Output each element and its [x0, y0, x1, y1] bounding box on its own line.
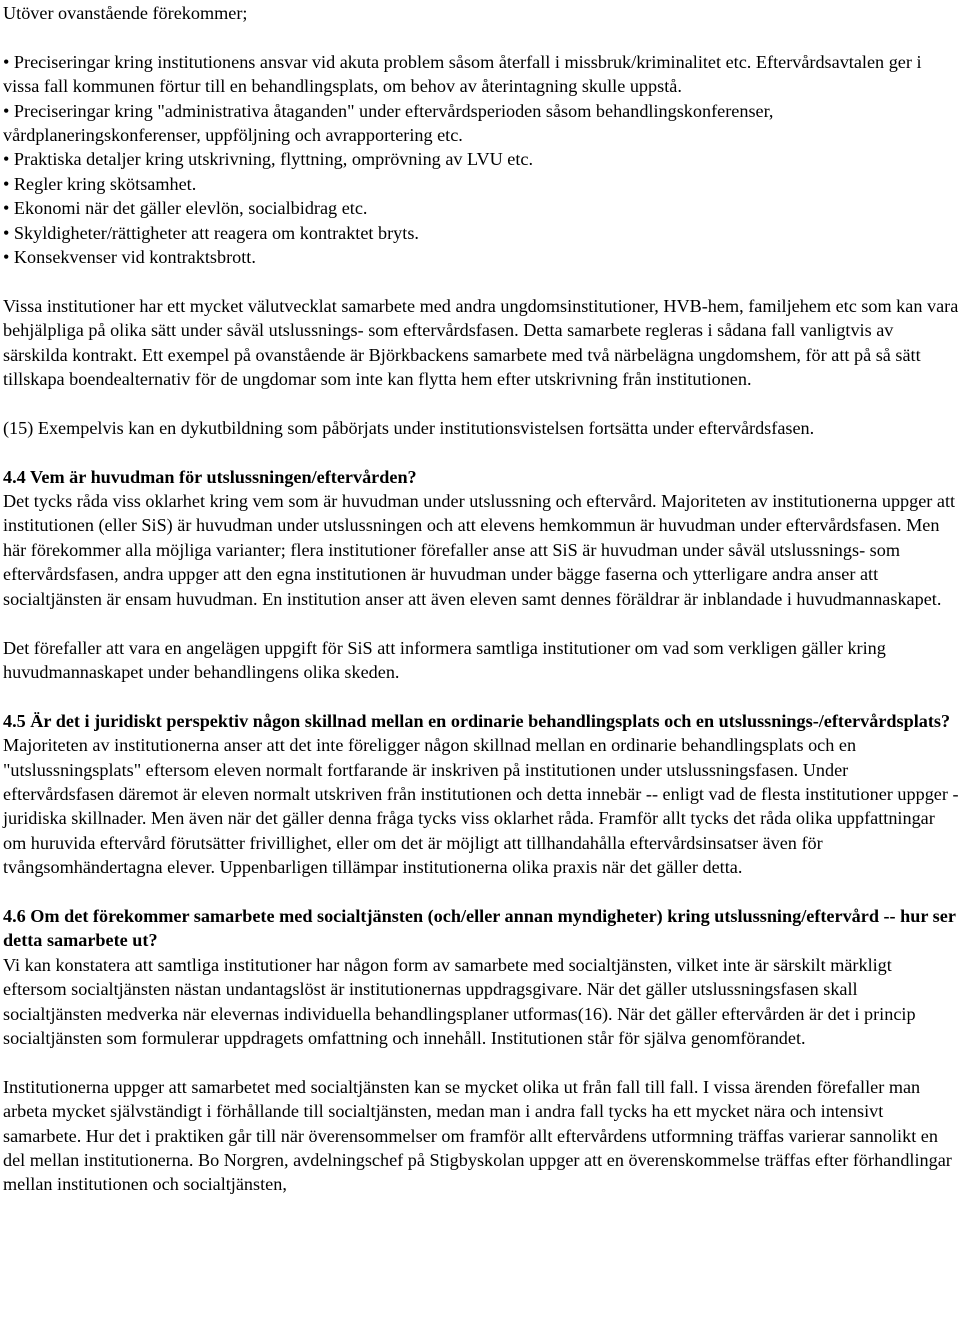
cooperation-paragraph: Vissa institutioner har ett mycket välutvecklat samarbete med andra ungdomsinstitutioner, HVB-hem, familjehem etc som kan vara behjälpliga på olika sätt under såväl utslussnings- som eftervårdsfasen. Detta samarbete regleras i sådana fall vanligtvis av särskilda kontrakt. Ett exempel på ovanstående är Björkbackens samarbete med två närbelägna ungdomshem, för att på så sätt tillskapa boendealternativ för de ungdomar som inte kan flytta hem efter utskrivning från institutionen.: [3, 295, 959, 390]
section-paragraph: Det tycks råda viss oklarhet kring vem som är huvudman under utslussning och eftervård. Majoriteten av institutionerna uppger att institutionen (eller SiS) är huvudman under utslussningen och att elevens hemkommun är huvudman under eftervårdsfasen. Men här förekommer alla möjliga varianter; flera institutioner förefaller anse att SiS är huvudman under såväl utslussnings- som eftervårdsfasen, andra uppger att den egna institutionen är huvudman under bägge faserna och ytterligare andra anser att socialtjänsten är ensam huvudman. En institution anser att även eleven samt dennes föräldrar är inblandade i huvudmannaskapet.: [3, 491, 956, 609]
blank-line: [3, 25, 959, 49]
list-item: • Skyldigheter/rättigheter att reagera om kontraktet bryts.: [3, 221, 959, 245]
section-paragraph: Det förefaller att vara en angelägen uppgift för SiS att informera samtliga institutioner om vad som verkligen gäller kring huvudmannaskapet under behandlingens olika skeden.: [3, 637, 886, 682]
footnote-15: (15) Exempelvis kan en dykutbildning som påbörjats under institutionsvistelsen fortsätta under eftervårdsfasen.: [3, 417, 815, 438]
list-item: • Ekonomi när det gäller elevlön, socialbidrag etc.: [3, 196, 959, 220]
document-page: [3, 1, 959, 1221]
section-4-6: [3, 904, 959, 1197]
list-item: • Konsekvenser vid kontraktsbrott.: [3, 245, 959, 269]
section-paragraph: Majoriteten av institutionerna anser att det inte föreligger någon skillnad mellan en ordinarie behandlingsplats och en "utslussningsplats" eftersom eleven normalt fortfarande är inskriven på institutionen under utslussningsfasen. Under eftervårdsfasen däremot är eleven normalt utskriven från institutionen och detta innebär -- enligt vad de flesta institutioner uppger - juridiska skillnader. Men även när det gäller denna fråga tycks viss oklarhet råda. Framför allt tycks det råda olika uppfattningar om huruvida eftervård förutsätter frivillighet, eller om det är möjligt att tillhandahålla eftervårdsinsatser även för tvångsomhändertagna elever. Uppenbarligen tillämpar institutionerna olika praxis när det gäller detta.: [3, 735, 959, 878]
list-item: • Regler kring skötsamhet.: [3, 172, 959, 196]
list-item: • Praktiska detaljer kring utskrivning, flyttning, omprövning av LVU etc.: [3, 147, 959, 171]
section-heading: 4.4 Vem är huvudman för utslussningen/eftervården?: [3, 466, 417, 487]
section-4-4: [3, 465, 959, 685]
section-4-5: [3, 709, 959, 880]
intro-text: Utöver ovanstående förekommer;: [3, 3, 248, 23]
section-paragraph: Institutionerna uppger att samarbetet med socialtjänsten kan se mycket olika ut från fall till fall. I vissa ärenden förefaller man arbeta mycket självständigt i förhållande till socialtjänsten, medan man i andra fall tycks ha ett mycket nära och intensivt samarbete. Hur det i praktiken går till när överensommelser om framför allt eftervårdens utformning träffas varierar sannolikt en del mellan institutionerna. Bo Norgren, avdelningschef på Stigbyskolan uppger att en överenskommelse träffas efter förhandlingar mellan institutionen och socialtjänsten,: [3, 1076, 952, 1195]
section-heading: 4.5 Är det i juridiskt perspektiv någon skillnad mellan en ordinarie behandlingsplats och en utslussnings-/eftervårdsplats?: [3, 710, 951, 731]
section-heading: 4.6 Om det förekommer samarbete med socialtjänsten (och/eller annan myndigheter) kring utslussning/eftervård -- hur ser detta samarbete ut?: [3, 905, 956, 951]
bullet-list: [3, 50, 959, 270]
list-item: • Preciseringar kring "administrativa åtaganden" under eftervårdsperioden såsom behandlingskonferenser, vårdplaneringskonferenser, uppföljning och avrapportering etc.: [3, 99, 959, 148]
list-item: • Preciseringar kring institutionens ansvar vid akuta problem såsom återfall i missbruk/kriminalitet etc. Eftervårdsavtalen ger i vissa fall kommunen förtur till en behandlingsplats, om behov av återintagning skulle uppstå.: [3, 50, 959, 99]
section-paragraph: Vi kan konstatera att samtliga institutioner har någon form av samarbete med socialtjänsten, vilket inte är särskilt märkligt eftersom socialtjänsten nästan undantagslöst är institutionernas uppdragsgivare. När det gäller utslussningsfasen skall socialtjänsten medverka när elevernas individuella behandlingsplaner utformas(16). När det gäller eftervården är det i princip socialtjänsten som formulerar uppdragets omfattning och innehåll. Institutionen står för själva genomförandet.: [3, 954, 916, 1048]
